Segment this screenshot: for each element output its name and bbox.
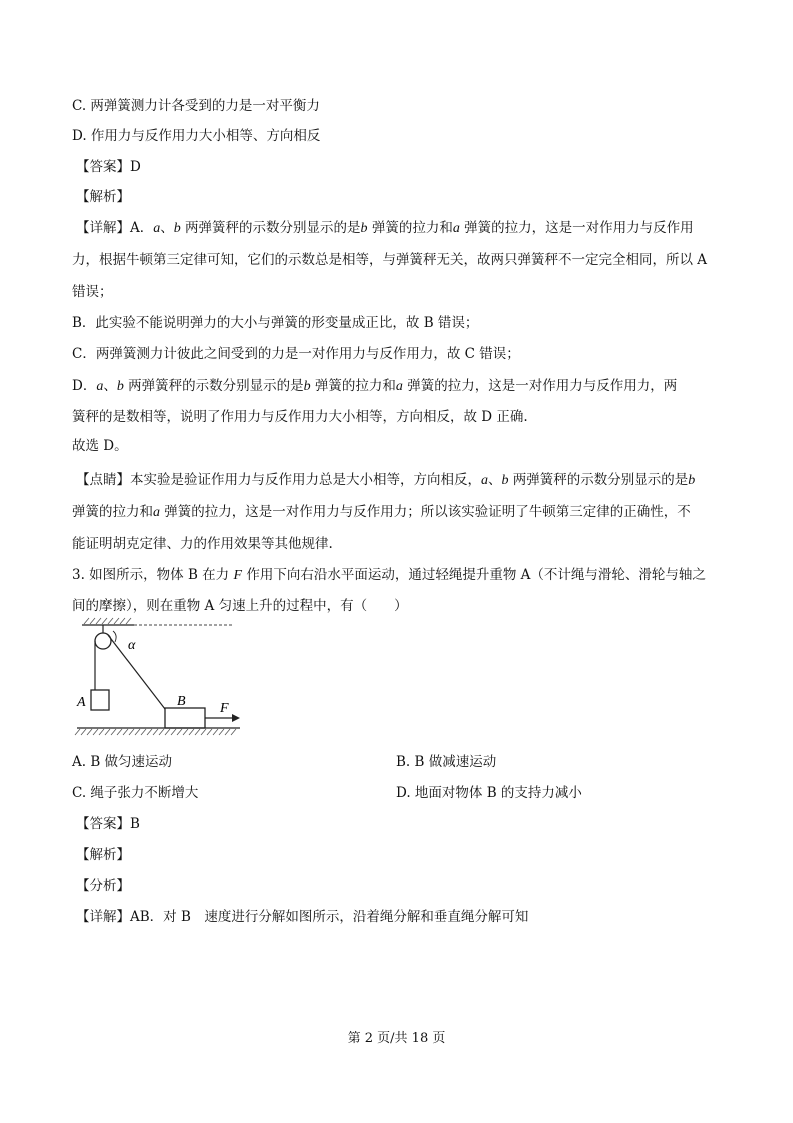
symbol-b: b — [116, 379, 124, 394]
question-3-line-2: 间的摩擦），则在重物 A 匀速上升的过程中，有（ ） — [72, 598, 408, 614]
symbol-b: b — [501, 473, 509, 488]
detail-line-1-part-2: 两弹簧秤的示数分别显示的是 — [180, 220, 361, 236]
comment-line-2-part-2: 弹簧的拉力，这是一对作用力与反作用力；所以该实验证明了牛顿第三定律的正确性，不 — [160, 504, 691, 520]
label-a: A — [77, 695, 86, 710]
comment-line-1-part-2: 两弹簧秤的示数分别显示的是 — [508, 472, 689, 488]
detail-line-6 — [72, 377, 677, 396]
option-c-previous: C. 两弹簧测力计各受到的力是一对平衡力 — [72, 98, 320, 114]
angle-arc — [113, 631, 116, 642]
pulley-diagram — [72, 617, 247, 745]
symbol-a: a — [481, 473, 488, 488]
comment-line-1-part-1: 【点睛】本实验是验证作用力与反作用力总是大小相等，方向相反， — [76, 472, 481, 488]
symbol-a: a — [153, 221, 161, 236]
detail-line-2: 力，根据牛顿第三定律可知，它们的示数总是相等，与弹簧秤无关，故两只弹簧秤不一定完全相同，所以 A — [72, 252, 708, 268]
symbol-b: b — [688, 473, 696, 488]
detail-line-1 — [76, 219, 694, 238]
fenxi-heading: 【分析】 — [76, 878, 130, 894]
block-a — [91, 690, 109, 710]
symbol-F: F — [233, 568, 243, 583]
detail-line-6-part-3: 弹簧的拉力和 — [310, 378, 396, 394]
detail-line-1-part-1: 【详解】A． — [76, 220, 154, 236]
answer-previous: 【答案】D — [76, 159, 141, 175]
separator: 、 — [160, 220, 174, 236]
force-arrow-head — [232, 714, 240, 722]
symbol-b: b — [360, 221, 368, 236]
rope-to-b — [108, 635, 165, 709]
comment-line-2 — [72, 503, 691, 522]
detail-line-8: 故选 D。 — [72, 438, 128, 454]
ceiling — [82, 618, 232, 625]
symbol-b: b — [173, 221, 181, 236]
detail-line-7: 簧秤的是数相等，说明了作用力与反作用力大小相等，方向相反，故 D 正确. — [72, 409, 528, 425]
symbol-a: a — [153, 505, 160, 520]
comment-line-2-part-1: 弹簧的拉力和 — [72, 504, 153, 520]
label-b: B — [177, 694, 186, 709]
symbol-b: b — [303, 379, 311, 394]
page-footer: 第 2 页/共 18 页 — [347, 1031, 446, 1046]
detail-line-4: B．此实验不能说明弹力的大小与弹簧的形变量成正比，故 B 错误； — [72, 315, 479, 331]
detail-line-1-part-4: 弹簧的拉力，这是一对作用力与反作用 — [459, 220, 694, 236]
detail-line-6-part-4: 弹簧的拉力，这是一对作用力与反作用力，两 — [402, 378, 678, 394]
separator: 、 — [488, 472, 502, 488]
symbol-a: a — [395, 379, 403, 394]
detail-line-1-part-3: 弹簧的拉力和 — [367, 220, 453, 236]
comment-line-1 — [76, 471, 695, 490]
analysis-previous-heading: 【解析】 — [76, 189, 130, 205]
detail-line-6-part-1: D． — [72, 378, 97, 394]
question-3-line-1-part-1: 3. 如图所示，物体 B 在力 — [72, 567, 234, 583]
detail-line-3: 错误； — [72, 284, 113, 300]
question-3-line-1 — [72, 566, 706, 585]
question-3-line-1-part-2: 作用下向右沿水平面运动，通过轻绳提升重物 A（不计绳与滑轮、滑轮与轴之 — [242, 567, 706, 583]
option-a: A. B 做匀速运动 — [72, 754, 173, 770]
answer: 【答案】B — [76, 816, 140, 832]
detail-line-6-part-2: 两弹簧秤的示数分别显示的是 — [123, 378, 304, 394]
symbol-a: a — [96, 379, 104, 394]
comment-line-3: 能证明胡克定律、力的作用效果等其他规律. — [72, 536, 333, 552]
option-b: B. B 做减速运动 — [396, 754, 497, 770]
option-d-previous: D. 作用力与反作用力大小相等、方向相反 — [72, 128, 321, 144]
analysis-heading: 【解析】 — [76, 847, 130, 863]
label-alpha: α — [128, 638, 136, 653]
label-f: F — [220, 701, 229, 716]
detail-line-5: C．两弹簧测力计彼此之间受到的力是一对作用力与反作用力，故 C 错误； — [72, 346, 520, 362]
option-d: D. 地面对物体 B 的支持力减小 — [396, 785, 582, 801]
option-c: C. 绳子张力不断增大 — [72, 785, 199, 801]
separator: 、 — [103, 378, 117, 394]
block-b — [165, 708, 205, 728]
ground — [75, 728, 240, 735]
detail-question-3: 【详解】AB．对 B 速度进行分解如图所示，沿着绳分解和垂直绳分解可知 — [76, 909, 529, 925]
symbol-a: a — [452, 221, 460, 236]
